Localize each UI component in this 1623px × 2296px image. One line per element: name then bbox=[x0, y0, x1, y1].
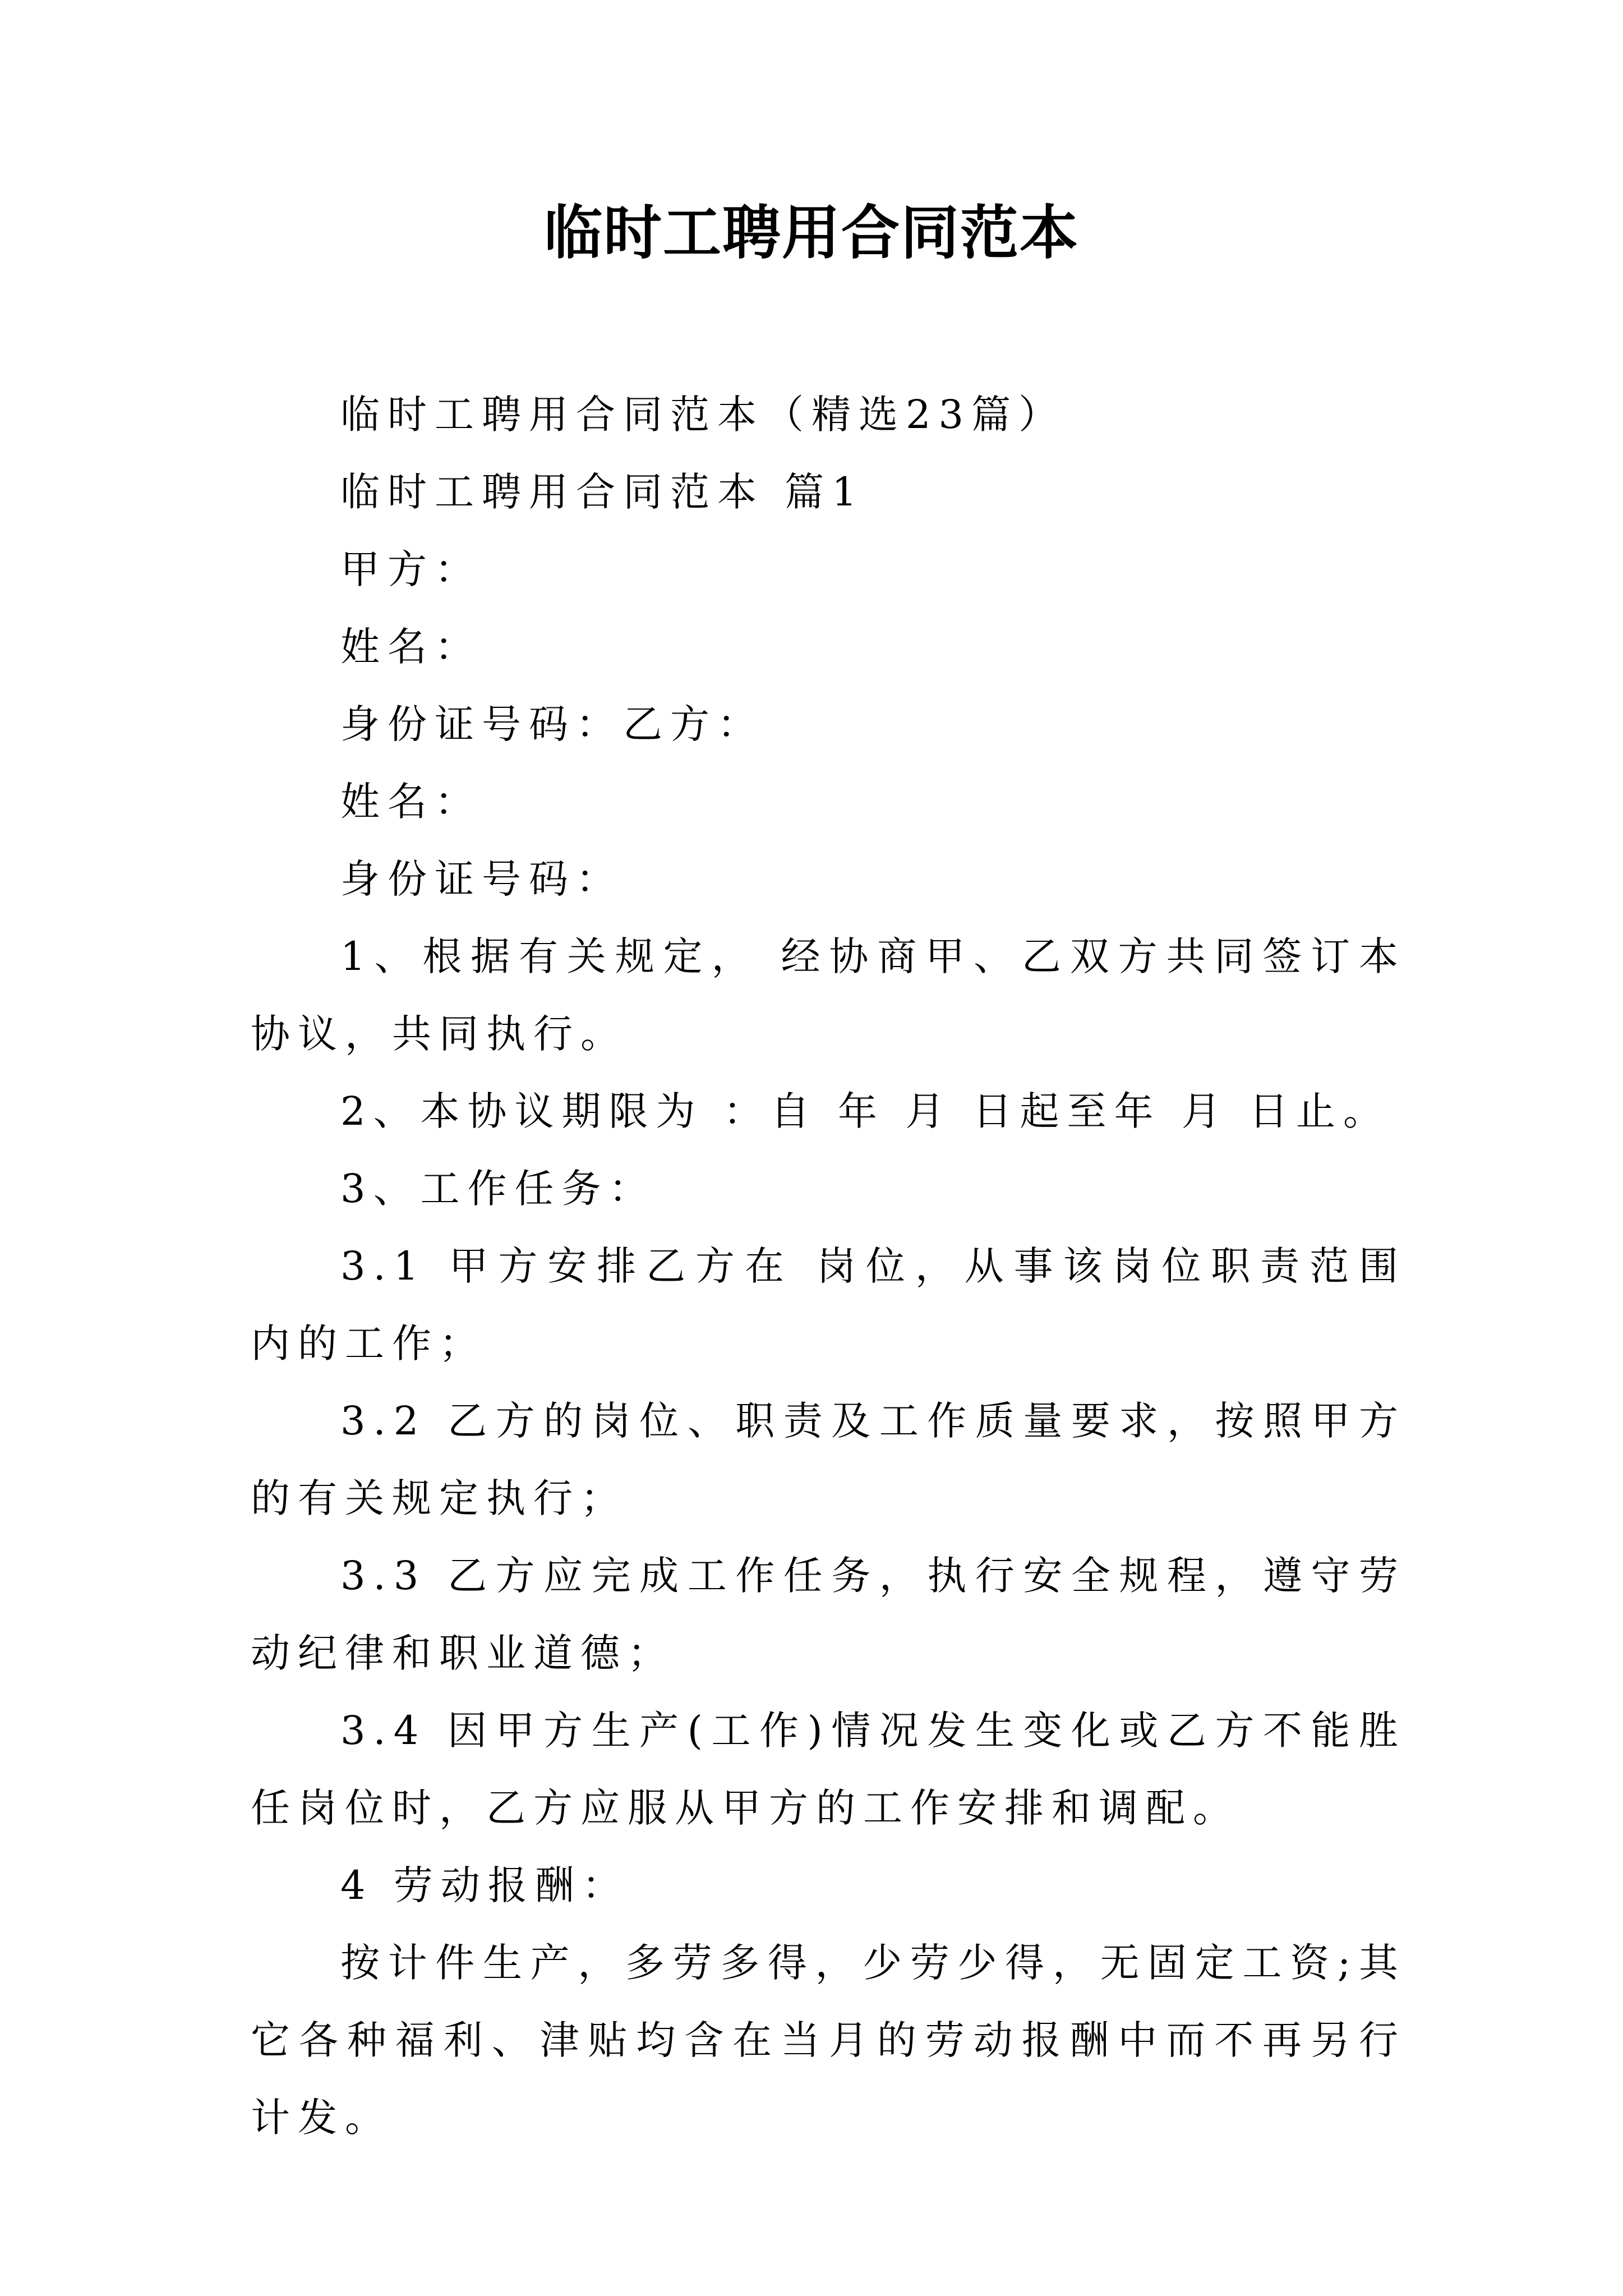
paragraph: 临时工聘用合同范本 篇1 bbox=[340, 469, 865, 515]
paragraph: 姓名： bbox=[340, 779, 482, 825]
paragraph: 甲方： bbox=[340, 546, 482, 592]
document-body bbox=[251, 376, 1406, 2156]
paragraph: 3.3 乙方应完成工作任务，执行安全规程，遵守劳动纪律和职业道德； bbox=[251, 1553, 1406, 1676]
paragraph: 身份证号码： bbox=[340, 856, 623, 902]
paragraph: 3.1 甲方安排乙方在 岗位，从事该岗位职责范围内的工作； bbox=[251, 1243, 1406, 1366]
document-title: 临时工聘用合同范本 bbox=[543, 198, 1079, 267]
paragraph: 3.4 因甲方生产(工作)情况发生变化或乙方不能胜任岗位时，乙方应服从甲方的工作安排和调配。 bbox=[251, 1708, 1406, 1831]
paragraph: 3、工作任务： bbox=[340, 1166, 656, 1212]
paragraph: 4 劳动报酬： bbox=[340, 1862, 629, 1908]
paragraph: 2、本协议期限为 ：自 年 月 日起至年 月 日止。 bbox=[340, 1088, 1391, 1134]
paragraph: 临时工聘用合同范本（精选23篇） bbox=[340, 392, 1066, 438]
paragraph: 身份证号码：乙方： bbox=[340, 701, 764, 747]
paragraph: 按计件生产，多劳多得，少劳少得，无固定工资;其它各种福利、津贴均含在当月的劳动报酬中而不再另行计发。 bbox=[251, 1940, 1406, 2141]
paragraph: 1、根据有关规定， 经协商甲、乙双方共同签订本协议，共同执行。 bbox=[251, 933, 1406, 1057]
paragraph: 3.2 乙方的岗位、职责及工作质量要求，按照甲方的有关规定执行； bbox=[251, 1398, 1406, 1521]
paragraph: 姓名： bbox=[340, 624, 482, 670]
